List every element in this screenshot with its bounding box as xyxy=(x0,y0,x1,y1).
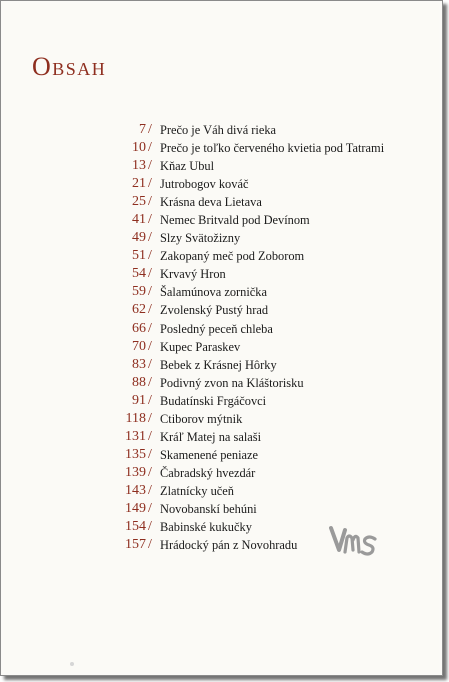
toc-title: Prečo je Váh divá rieka xyxy=(160,123,277,137)
toc-separator: / xyxy=(148,122,152,137)
toc-entry xyxy=(94,211,414,229)
toc-title: Šalamúnova zornička xyxy=(160,285,268,300)
toc-entry xyxy=(94,139,414,157)
toc-separator: / xyxy=(148,500,152,516)
toc-title: Zlatnícky učeň xyxy=(160,483,234,498)
toc-page-number: 139 xyxy=(125,464,146,480)
toc-page-number: 41 xyxy=(132,212,146,228)
toc-title: Čabradský hvezdár xyxy=(160,465,256,480)
toc-page-number: 83 xyxy=(132,356,146,372)
toc-entry xyxy=(94,265,414,283)
toc-separator: / xyxy=(148,482,152,498)
book-page xyxy=(4,4,439,672)
toc-entry xyxy=(94,320,414,338)
toc-title: Prečo je toľko červeného kvietia pod Tatrami xyxy=(160,141,385,156)
toc-page-number: 154 xyxy=(125,519,146,535)
toc-title: Kupec Paraskev xyxy=(160,339,241,354)
toc-entry xyxy=(94,283,414,301)
toc-title: Novobanskí behúni xyxy=(160,501,257,516)
toc-separator: / xyxy=(148,446,152,462)
toc-separator: / xyxy=(148,302,152,318)
toc-page-number: 49 xyxy=(132,230,146,246)
toc-separator: / xyxy=(148,519,152,535)
toc-entry xyxy=(94,464,414,482)
toc-entry xyxy=(94,500,414,518)
toc-title: Zvolenský Pustý hrad xyxy=(160,303,269,318)
toc-entry xyxy=(94,157,414,175)
toc-entry xyxy=(94,410,414,428)
toc-separator: / xyxy=(148,338,152,354)
toc-separator: / xyxy=(148,212,152,228)
toc-title: Krvavý Hron xyxy=(160,267,226,282)
toc-page-number: 131 xyxy=(125,428,146,444)
toc-separator: / xyxy=(148,266,152,282)
toc-page-number: 135 xyxy=(125,446,146,462)
table-of-contents xyxy=(94,121,414,554)
toc-page-number: 59 xyxy=(132,284,146,300)
toc-page-number: 118 xyxy=(125,410,146,426)
toc-page-number: 13 xyxy=(132,158,146,174)
toc-title: Posledný peceň chleba xyxy=(160,321,273,336)
toc-separator: / xyxy=(148,176,152,192)
toc-page-number: 25 xyxy=(132,194,146,210)
toc-page-number: 157 xyxy=(125,537,146,553)
toc-title: Babinské kukučky xyxy=(160,520,252,535)
corner-mark xyxy=(70,662,74,666)
toc-title: Krásna deva Lietava xyxy=(160,195,262,210)
toc-separator: / xyxy=(148,158,152,174)
toc-entry xyxy=(94,193,414,211)
toc-separator: / xyxy=(148,464,152,480)
toc-page-number: 7 xyxy=(139,122,146,137)
toc-page-number: 70 xyxy=(132,338,146,354)
toc-separator: / xyxy=(148,428,152,444)
toc-separator: / xyxy=(148,374,152,390)
toc-entry xyxy=(94,374,414,392)
toc-title: Slzy Svätožizny xyxy=(160,231,241,246)
toc-entry xyxy=(94,301,414,319)
toc-page-number: 91 xyxy=(132,392,146,408)
toc-separator: / xyxy=(148,410,152,426)
toc-title: Budatínski Frgáčovci xyxy=(160,393,267,408)
toc-title: Kráľ Matej na salaši xyxy=(160,429,262,444)
toc-entry xyxy=(94,229,414,247)
toc-title: Bebek z Krásnej Hôrky xyxy=(160,357,277,372)
toc-page-number: 66 xyxy=(132,320,146,336)
toc-separator: / xyxy=(148,230,152,246)
toc-title: Hrádocký pán z Novohradu xyxy=(160,538,298,553)
toc-title: Ctiborov mýtnik xyxy=(160,411,243,426)
toc-title: Skamenené peniaze xyxy=(160,447,259,462)
toc-entry xyxy=(94,428,414,446)
page-title: Obsah xyxy=(32,52,107,81)
toc-separator: / xyxy=(148,320,152,336)
toc-entry xyxy=(94,392,414,410)
toc-separator: / xyxy=(148,284,152,300)
toc-page-number: 62 xyxy=(132,302,146,318)
toc-entry xyxy=(94,446,414,464)
toc-title: Kňaz Ubul xyxy=(160,159,215,174)
toc-page-number: 88 xyxy=(132,374,146,390)
toc-entry xyxy=(94,356,414,374)
vms-logo-icon xyxy=(329,524,377,558)
toc-separator: / xyxy=(148,356,152,372)
toc-entry xyxy=(94,338,414,356)
toc-title: Nemec Britvald pod Devínom xyxy=(160,213,310,228)
toc-title: Jutrobogov kováč xyxy=(160,177,249,192)
toc-title: Podivný zvon na Kláštorisku xyxy=(160,375,304,390)
toc-entry xyxy=(94,121,414,139)
toc-page-number: 10 xyxy=(132,140,146,156)
toc-entry xyxy=(94,175,414,193)
toc-title: Zakopaný meč pod Zoborom xyxy=(160,249,305,264)
toc-separator: / xyxy=(148,140,152,156)
toc-page-number: 149 xyxy=(125,500,146,516)
toc-entry xyxy=(94,247,414,265)
toc-separator: / xyxy=(148,194,152,210)
toc-separator: / xyxy=(148,537,152,553)
toc-separator: / xyxy=(148,392,152,408)
toc-page-number: 21 xyxy=(132,176,146,192)
toc-page-number: 143 xyxy=(125,482,146,498)
toc-entry xyxy=(94,482,414,500)
toc-separator: / xyxy=(148,248,152,264)
toc-page-number: 51 xyxy=(132,248,146,264)
toc-page-number: 54 xyxy=(132,266,146,282)
